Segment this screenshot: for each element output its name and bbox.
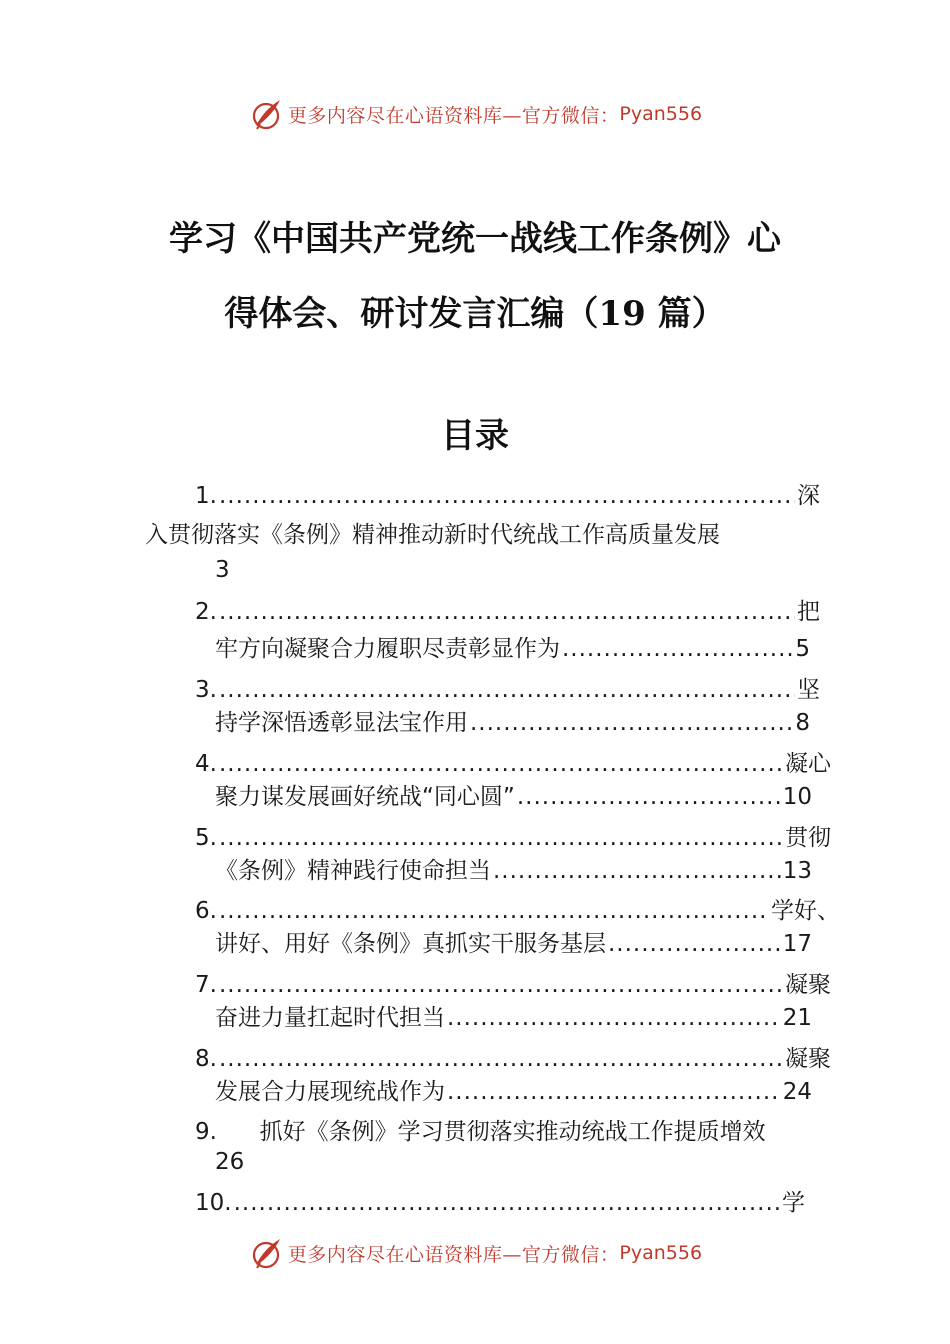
document-title-line-2: 得体会、研讨发言汇编（19 篇） (224, 294, 726, 334)
toc-entry-number: 9. (195, 1119, 217, 1145)
toc-entry-7-head[interactable] (195, 970, 831, 1000)
toc-entry-page: 13 (782, 858, 812, 884)
toc-entry-10-head[interactable] (195, 1188, 805, 1218)
toc-entry-8-head[interactable] (195, 1044, 831, 1074)
toc-entry-number: 4. (195, 751, 217, 777)
footer-watermark (0, 1233, 950, 1273)
toc-entry-8-title[interactable] (215, 1077, 812, 1107)
toc-leader-dots (219, 481, 795, 511)
toc-leader-dots (608, 929, 781, 959)
toc-entry-5-title[interactable] (215, 856, 812, 886)
toc-entry-title-start: 凝心 (785, 751, 831, 777)
toc-entry-4-head[interactable] (195, 749, 831, 779)
quill-logo-icon (248, 1235, 284, 1271)
toc-leader-dots (493, 856, 781, 886)
toc-entry-page: 10 (782, 784, 812, 810)
toc-entry-title-start: 凝聚 (785, 1046, 831, 1072)
toc-entry-number: 2. (195, 599, 217, 625)
toc-entry-title-start: 坚 (797, 677, 820, 703)
toc-entry-number: 7. (195, 972, 217, 998)
toc-entry-number: 5. (195, 825, 217, 851)
toc-entry-7-title[interactable] (215, 1003, 812, 1033)
toc-entry-page: 8 (795, 710, 810, 736)
toc-entry-5-head[interactable] (195, 823, 831, 853)
toc-leader-dots (517, 782, 781, 812)
watermark-handle: Pyan556 (619, 103, 703, 125)
toc-heading: 目录 (441, 416, 509, 456)
toc-leader-dots (562, 634, 793, 664)
toc-leader-dots (219, 597, 795, 627)
toc-entry-page: 17 (782, 931, 812, 957)
toc-entry-title-rest: 牢方向凝聚合力履职尽责彰显作为 (215, 636, 560, 662)
toc-leader-dots (219, 970, 783, 1000)
toc-leader-dots (447, 1003, 781, 1033)
toc-entry-title: 抓好《条例》学习贯彻落实推动统战工作提质增效 (259, 1119, 766, 1145)
toc-entry-number: 10. (195, 1190, 232, 1216)
toc-entry-title-start: 学 (782, 1190, 805, 1216)
toc-entry-6-head[interactable] (195, 896, 840, 926)
toc-entry-title-start: 深 (797, 483, 820, 509)
toc-entry-number: 3. (195, 677, 217, 703)
toc-entry-9-head[interactable] (195, 1117, 766, 1147)
toc-entry-title-start: 学好、 (771, 898, 840, 924)
toc-leader-dots (219, 896, 769, 926)
toc-entry-9-page: 26 (215, 1149, 245, 1175)
toc-entry-number: 6. (195, 898, 217, 924)
watermark-text: 更多内容尽在心语资料库—官方微信： (287, 104, 620, 127)
toc-entry-title-start: 把 (797, 599, 820, 625)
toc-entry-title-start: 贯彻 (785, 825, 831, 851)
toc-entry-number: 1. (195, 483, 217, 509)
toc-entry-title-rest: 持学深悟透彰显法宝作用 (215, 710, 468, 736)
toc-entry-page: 5 (795, 636, 810, 662)
toc-entry-1-title[interactable]: 入贯彻落实《条例》精神推动新时代统战工作高质量发展 (145, 522, 720, 548)
toc-leader-dots (234, 1188, 780, 1218)
watermark-handle: Pyan556 (619, 1242, 703, 1264)
watermark-text: 更多内容尽在心语资料库—官方微信： (287, 1243, 620, 1266)
quill-logo-icon (248, 96, 284, 132)
toc-entry-title-rest: 聚力谋发展画好统战“同心圆” (215, 784, 515, 810)
toc-leader-dots (447, 1077, 781, 1107)
toc-entry-title-rest: 《条例》精神践行使命担当 (215, 858, 491, 884)
toc-leader-dots (470, 708, 793, 738)
toc-entry-2-title[interactable] (215, 634, 810, 664)
toc-entry-6-title[interactable] (215, 929, 812, 959)
toc-entry-1-head[interactable] (195, 481, 820, 511)
toc-leader-dots (219, 749, 783, 779)
toc-leader-dots (219, 675, 795, 705)
toc-entry-title-rest: 奋进力量扛起时代担当 (215, 1005, 445, 1031)
toc-entry-3-title[interactable] (215, 708, 810, 738)
toc-leader-dots (219, 1044, 783, 1074)
toc-entry-3-head[interactable] (195, 675, 820, 705)
toc-entry-2-head[interactable] (195, 597, 820, 627)
toc-entry-title-start: 凝聚 (785, 972, 831, 998)
header-watermark (0, 94, 950, 134)
toc-entry-page: 21 (782, 1005, 812, 1031)
toc-entry-1-page: 3 (215, 557, 230, 583)
toc-entry-title-rest: 讲好、用好《条例》真抓实干服务基层 (215, 931, 606, 957)
document-title-line-1: 学习《中国共产党统一战线工作条例》心 (169, 219, 781, 259)
toc-entry-number: 8. (195, 1046, 217, 1072)
toc-entry-4-title[interactable] (215, 782, 812, 812)
toc-entry-page: 24 (782, 1079, 812, 1105)
toc-leader-dots (219, 823, 783, 853)
toc-entry-title-rest: 发展合力展现统战作为 (215, 1079, 445, 1105)
